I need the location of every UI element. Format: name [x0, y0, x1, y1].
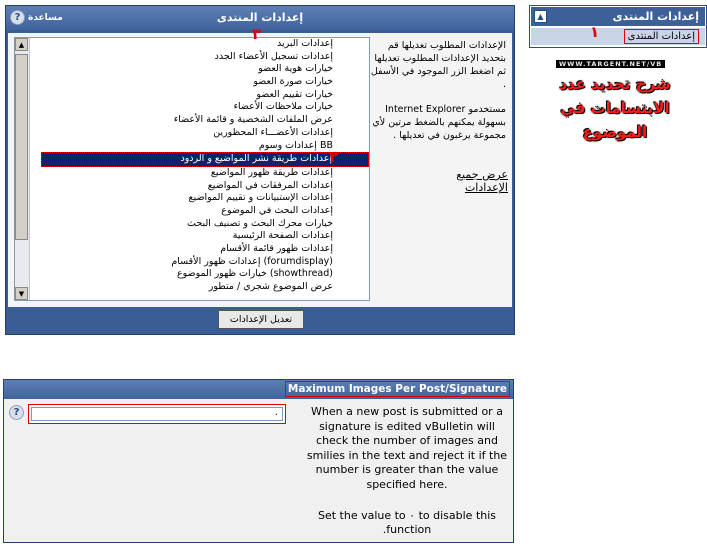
help-icon: ?	[9, 405, 24, 420]
settings-option[interactable]: خيارات محرك البحث و تصنيف البحث	[187, 217, 333, 229]
settings-option[interactable]: إعدادات تسجيل الأعضاء الجدد	[214, 50, 333, 62]
settings-option[interactable]: إعدادات البريد	[276, 38, 333, 49]
settings-option[interactable]: إعدادات الإستبيانات و تقييم المواضيع	[188, 192, 333, 204]
settings-option[interactable]: خيارات صورة العضو	[253, 76, 333, 88]
settings-option[interactable]: إعدادات طريقة ظهور المواضيع	[210, 166, 333, 178]
side-menu-header	[531, 7, 705, 26]
annotation-number-2: ٢	[329, 148, 339, 166]
listbox-scrollbar[interactable]	[15, 38, 30, 300]
side-menu-item-label: إعدادات المنتدى	[624, 29, 699, 44]
settings-options	[31, 38, 369, 294]
setting-description-main: When a new post is submitted or a signature is edited vBulletin will check the number of images and smilies in the text and reject it if the number is greater than the value specified here.	[306, 405, 508, 491]
help-icon: ?	[10, 10, 25, 25]
panel-body	[8, 33, 512, 307]
settings-option[interactable]: عرض الموضوع شجري / متطور	[208, 281, 333, 293]
help-label: مساعدة	[28, 12, 63, 23]
settings-option[interactable]: إعدادات الصفحة الرئيسية	[232, 230, 333, 242]
max-images-input-wrapper	[28, 404, 286, 424]
settings-option[interactable]: إعدادات البحث في الموضوع	[221, 204, 333, 216]
tutorial-title: شرح تحديد عدد الابتسامات في الموضوع	[559, 75, 671, 141]
description-select: الإعدادات المطلوب تعديلها قم بتحديد الإعدادات المطلوب تعديلها ثم اضغط الزر الموجود في الأسفل .	[370, 40, 506, 90]
setting-header	[4, 380, 513, 399]
settings-listbox[interactable]	[14, 37, 370, 301]
edit-settings-button[interactable]: تعديل الإعدادات	[218, 310, 304, 329]
settings-option[interactable]: (forumdisplay) إعدادات ظهور الأقسام	[171, 255, 333, 267]
max-images-input[interactable]: ٠	[31, 407, 283, 421]
side-menu-title: إعدادات المنتدى	[612, 10, 699, 23]
settings-description	[370, 39, 506, 154]
scroll-down-arrow-icon[interactable]: ▼	[15, 287, 28, 300]
max-images-setting-panel	[3, 379, 514, 543]
settings-option[interactable]: خيارات هوية العضو	[258, 63, 333, 75]
setting-description	[304, 405, 510, 554]
settings-option[interactable]: خيارات تقييم العضو	[256, 88, 333, 100]
forum-settings-panel	[5, 5, 515, 335]
setting-title: Maximum Images Per Post/Signature	[285, 381, 510, 397]
scrollbar-thumb[interactable]	[15, 54, 28, 240]
annotation-number-1: ١	[590, 23, 600, 41]
settings-option[interactable]: خيارات ملاحظات الأعضاء	[233, 101, 333, 113]
settings-option[interactable]: إعدادات المرفقات في المواضيع	[207, 179, 333, 191]
settings-option[interactable]: عرض الملفات الشخصية و قائمة الأعضاء	[173, 114, 333, 126]
scroll-up-arrow-icon[interactable]: ▲	[15, 38, 28, 51]
description-ie-tip: مستخدمو Internet Explorer بسهولة يمكنهم بالضغط مرتين لأي مجموعة يرغبون في تعديلها .	[372, 104, 506, 141]
panel-title: إعدادات المنتدى	[216, 11, 304, 24]
settings-option[interactable]: إعدادات ظهور قائمة الأقسام	[220, 243, 333, 254]
collapse-icon[interactable]: ▲	[534, 10, 547, 23]
side-menu-item-forum-settings[interactable]	[531, 28, 705, 45]
show-all-settings-link[interactable]: عرض جميع الإعدادات	[456, 168, 508, 194]
side-menu-panel	[529, 5, 707, 48]
setting-help[interactable]	[9, 405, 24, 420]
settings-option[interactable]: إعدادات الأعضـــاء المحظورين	[213, 126, 333, 138]
settings-option[interactable]: BB إعدادات وسوم	[258, 139, 333, 151]
setting-description-disable: Set the value to ٠ to disable this .function	[317, 508, 497, 537]
settings-option[interactable]: (showthread) خيارات ظهور الموضوع	[176, 268, 333, 280]
settings-option[interactable]: إعدادات طريقة نشر المواضيع و الردود	[41, 152, 369, 167]
site-watermark: WWW.TARGENT.NET/VB	[556, 60, 665, 68]
annotation-number-3: ٣	[252, 25, 262, 43]
